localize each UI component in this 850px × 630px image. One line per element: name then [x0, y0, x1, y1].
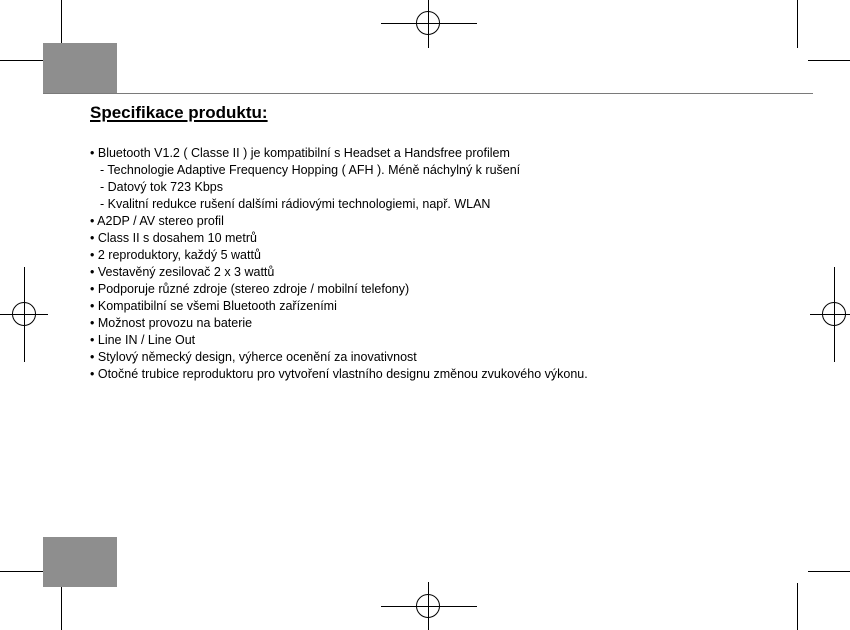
registration-mark-circle: [822, 302, 846, 326]
spec-text: Technologie Adaptive Frequency Hopping ( AFH ). Méně náchylný k rušení: [104, 163, 521, 177]
bullet-marker: •: [90, 316, 95, 330]
bullet-marker: •: [90, 350, 95, 364]
spec-item: [90, 213, 588, 230]
spec-item: [90, 264, 588, 281]
page-title: Specifikace produktu:: [90, 103, 268, 122]
spec-text: 2 reproduktory, každý 5 wattů: [94, 248, 261, 262]
bullet-marker: •: [90, 333, 95, 347]
bullet-marker: •: [90, 146, 95, 160]
spec-text: Class II s dosahem 10 metrů: [94, 231, 257, 245]
spec-sub-item: [90, 162, 588, 179]
crop-mark: [61, 583, 62, 630]
spec-item: [90, 230, 588, 247]
spec-sub-item: [90, 196, 588, 213]
spec-item: [90, 332, 588, 349]
bullet-marker: •: [90, 214, 95, 228]
crop-mark: [797, 0, 798, 48]
crop-mark: [0, 60, 48, 61]
registration-mark-circle: [416, 11, 440, 35]
spec-text: Kompatibilní se všemi Bluetooth zařízeními: [94, 299, 337, 313]
spec-item: [90, 247, 588, 264]
spec-item: [90, 145, 588, 162]
bullet-marker: •: [90, 231, 95, 245]
spec-text: Line IN / Line Out: [94, 333, 196, 347]
spec-text: Vestavěný zesilovač 2 x 3 wattů: [94, 265, 275, 279]
bullet-marker: •: [90, 248, 95, 262]
spec-list: [90, 145, 588, 383]
spec-text: Stylový německý design, výherce ocenění za inovativnost: [94, 350, 417, 364]
spec-text: Datový tok 723 Kbps: [104, 180, 223, 194]
header-rule: [43, 93, 813, 94]
spec-text: Podporuje různé zdroje (stereo zdroje / mobilní telefony): [94, 282, 410, 296]
registration-mark-circle: [12, 302, 36, 326]
spec-sub-item: [90, 179, 588, 196]
bullet-marker: •: [90, 282, 95, 296]
header-tab: [43, 43, 117, 94]
crop-mark: [808, 571, 850, 572]
spec-item: [90, 298, 588, 315]
crop-mark: [808, 60, 850, 61]
bullet-marker: •: [90, 299, 95, 313]
spec-text: Kvalitní redukce rušení dalšími rádiovými technologiemi, např. WLAN: [104, 197, 491, 211]
bullet-marker: •: [90, 265, 95, 279]
spec-item: [90, 366, 588, 383]
crop-mark: [0, 571, 48, 572]
spec-item: [90, 349, 588, 366]
spec-item: [90, 315, 588, 332]
spec-text: A2DP / AV stereo profil: [94, 214, 224, 228]
spec-text: Otočné trubice reproduktoru pro vytvoření vlastního designu změnou zvukového výkonu.: [94, 367, 588, 381]
dash-marker: -: [100, 180, 105, 194]
spec-text: Bluetooth V1.2 ( Classe II ) je kompatibilní s Headset a Handsfree profilem: [94, 146, 510, 160]
spec-item: [90, 281, 588, 298]
dash-marker: -: [100, 197, 105, 211]
spec-text: Možnost provozu na baterie: [94, 316, 253, 330]
footer-tab: [43, 537, 117, 587]
registration-mark-circle: [416, 594, 440, 618]
bullet-marker: •: [90, 367, 95, 381]
dash-marker: -: [100, 163, 105, 177]
crop-mark: [797, 583, 798, 630]
crop-mark: [61, 0, 62, 48]
